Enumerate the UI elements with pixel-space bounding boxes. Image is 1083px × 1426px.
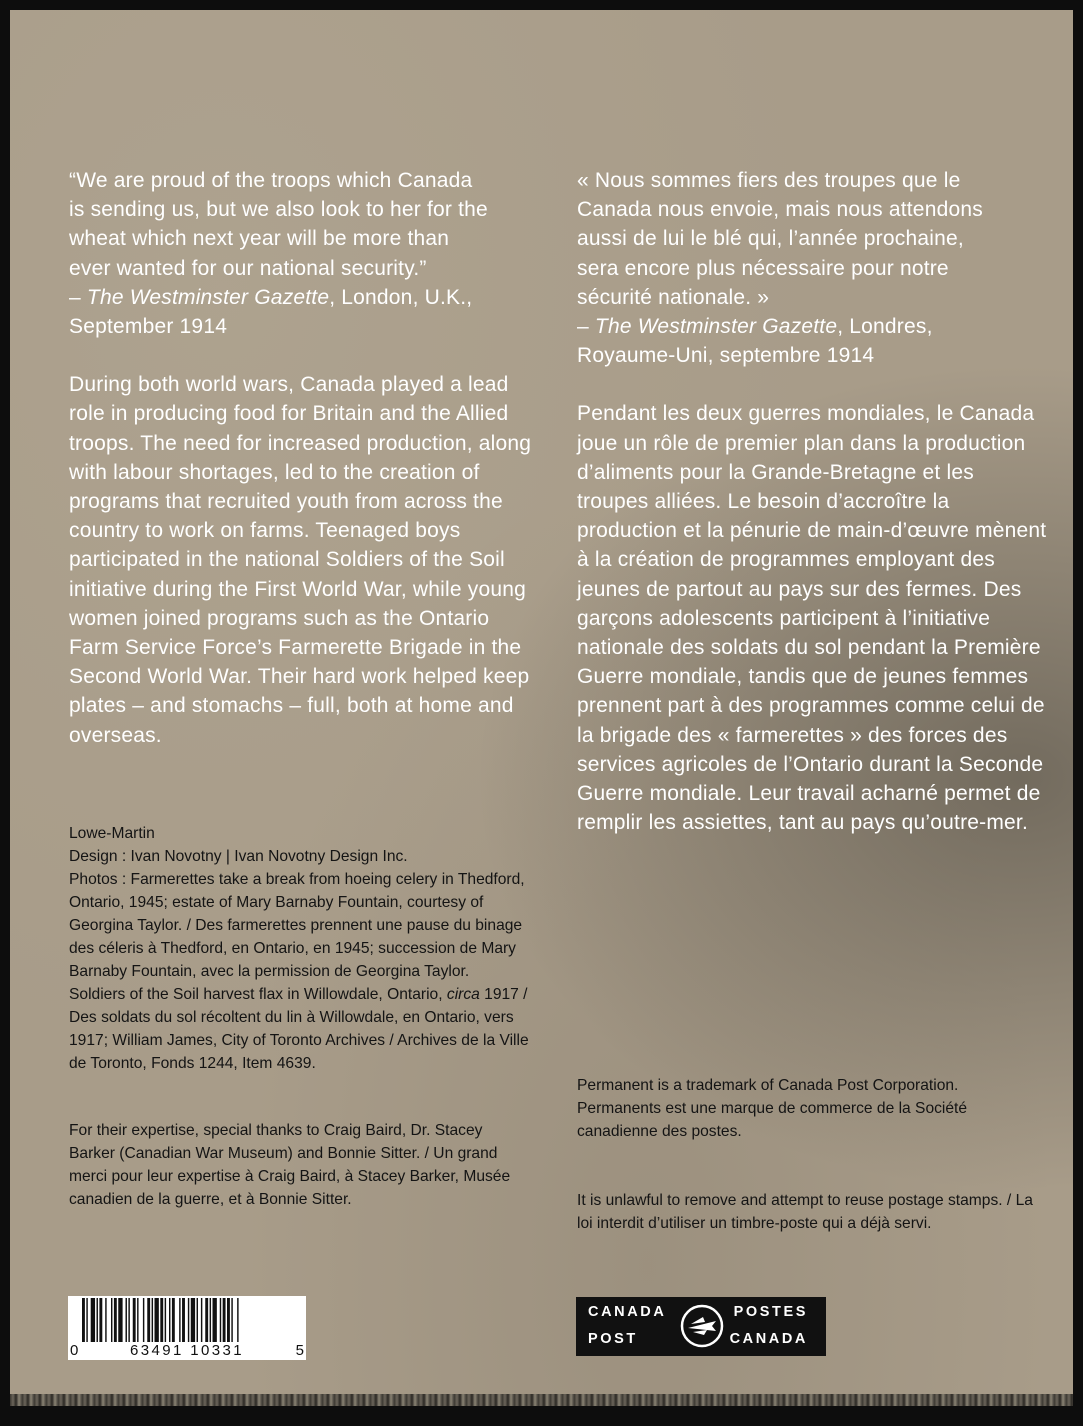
photo-credit-part2: 1917 / Des soldats du sol récoltent du lin à Willowdale, en Ontario, vers 1917; William James, City of Toronto Archives / Archives de la Ville de Toronto, Fonds 1244, Item 4639.	[69, 986, 529, 1072]
quote-publication: The Westminster Gazette	[594, 315, 838, 339]
canada-post-logo	[576, 1297, 826, 1356]
french-quote-line: sécurité nationale. »	[577, 285, 770, 309]
french-quote-line: sera encore plus nécessaire pour notre	[577, 256, 949, 280]
quote-dash: –	[69, 285, 87, 309]
photo-credit-part1: Photos : Farmerettes take a break from hoeing celery in Thedford, Ontario, 1945; estate of Mary Barnaby Fountain, courtesy of Georgina Taylor. / Des farmerettes prennent une pause du binage des céleris à Thedford, en Ontario, en 1945; succession de Mary Barnaby Fountain, avec la permission de Georgina Taylor. Soldiers of the Soil harvest flax in Willowdale, Ontario,	[69, 871, 525, 1003]
logo-text-postes: POSTES	[733, 1304, 808, 1320]
barcode-digit-first: 0	[70, 1341, 79, 1359]
unlawful-text: It is unlawful to remove and attempt to reuse postage stamps. / La loi interdit d’utiliser un timbre-poste qui a déjà servi.	[577, 1192, 1033, 1232]
english-quote-source	[69, 283, 539, 312]
photo-credit	[69, 868, 529, 1075]
quote-location: , London, U.K.,	[329, 285, 473, 309]
english-quote-line: is sending us, but we also look to her for the	[69, 198, 488, 222]
thanks-text: For their expertise, special thanks to Craig Baird, Dr. Stacey Barker (Canadian War Museum) and Bonnie Sitter. / Un grand merci pour leur expertise à Craig Baird, à Stacey Barker, Musée canadien de la guerre, et à Bonnie Sitter.	[69, 1122, 511, 1208]
french-quote-source	[577, 312, 1047, 341]
thanks-block	[69, 1119, 529, 1211]
french-quote-date: Royaume-Uni, septembre 1914	[577, 344, 875, 368]
english-quote-date: September 1914	[69, 315, 228, 339]
trademark-block	[577, 1074, 1037, 1143]
french-body: Pendant les deux guerres mondiales, le Canada joue un rôle de premier plan dans la production d’aliments pour la Grande-Bretagne et les troupes alliées. Le besoin d’accroître la production et la pénurie de main-d’œuvre mènent à la création de programmes employant des jeunes de partout au pays sur des fermes. Des garçons adolescents participent à l’initiative nationale des soldats du sol pendant la Première Guerre mondiale, tandis que de jeunes femmes prennent part à des programmes comme celui de la brigade des « farmerettes » des forces des services agricoles de l’Ontario durant la Seconde Guerre mondiale. Leur travail acharné permet de remplir les assiettes, tant au pays qu’outre-mer.	[577, 402, 1047, 835]
english-body: During both world wars, Canada played a lead role in producing food for Britain and the Allied troops. The need for increased production, along with labour shortages, led to the creation of programs that recruited youth from across the country to work on farms. Teenaged boys participated in the national Soldiers of the Soil initiative during the First World War, while young women joined programs such as the Ontario Farm Service Force’s Farmerette Brigade in the Second World War. Their hard work helped keep plates – and stomachs – full, both at home and overseas.	[69, 373, 532, 747]
photo-credit-circa: circa	[446, 986, 480, 1003]
quote-publication: The Westminster Gazette	[86, 285, 330, 309]
french-quote-line: aussi de lui le blé qui, l’année prochaine,	[577, 227, 964, 251]
unlawful-block	[577, 1189, 1037, 1235]
barcode-digits	[68, 1340, 306, 1360]
canada-post-emblem-icon	[679, 1303, 725, 1349]
french-column	[577, 166, 1047, 837]
english-quote-line: wheat which next year will be more than	[69, 227, 450, 251]
stamp-booklet-back	[10, 10, 1073, 1406]
barcode-bars	[68, 1296, 306, 1344]
english-quote-line: “We are proud of the troops which Canada	[69, 169, 473, 192]
printer-credit: Lowe-Martin	[69, 825, 155, 842]
english-quote-line: ever wanted for our national security.”	[69, 256, 427, 280]
logo-text-canada-fr: CANADA	[729, 1331, 808, 1347]
quote-dash: –	[577, 315, 595, 339]
french-quote-line: Canada nous envoie, mais nous attendons	[577, 198, 983, 222]
french-quote	[577, 166, 1047, 370]
trademark-text: Permanent is a trademark of Canada Post Corporation. Permanents est une marque de commerce de la Société canadienne des postes.	[577, 1077, 968, 1140]
english-quote	[69, 166, 539, 341]
logo-text-canada: CANADA	[588, 1304, 667, 1320]
english-column	[69, 166, 539, 750]
barcode	[68, 1296, 306, 1360]
french-quote-line: « Nous sommes fiers des troupes que le	[577, 169, 961, 192]
credits-block	[69, 822, 529, 1075]
barcode-digits-mid: 63491 10331	[130, 1341, 244, 1359]
quote-location: , Londres,	[837, 315, 933, 339]
logo-text-post: POST	[588, 1331, 638, 1347]
barcode-digit-last: 5	[295, 1341, 304, 1359]
design-credit: Design : Ivan Novotny | Ivan Novotny Design Inc.	[69, 848, 408, 865]
bottom-photo-strip	[10, 1394, 1073, 1406]
